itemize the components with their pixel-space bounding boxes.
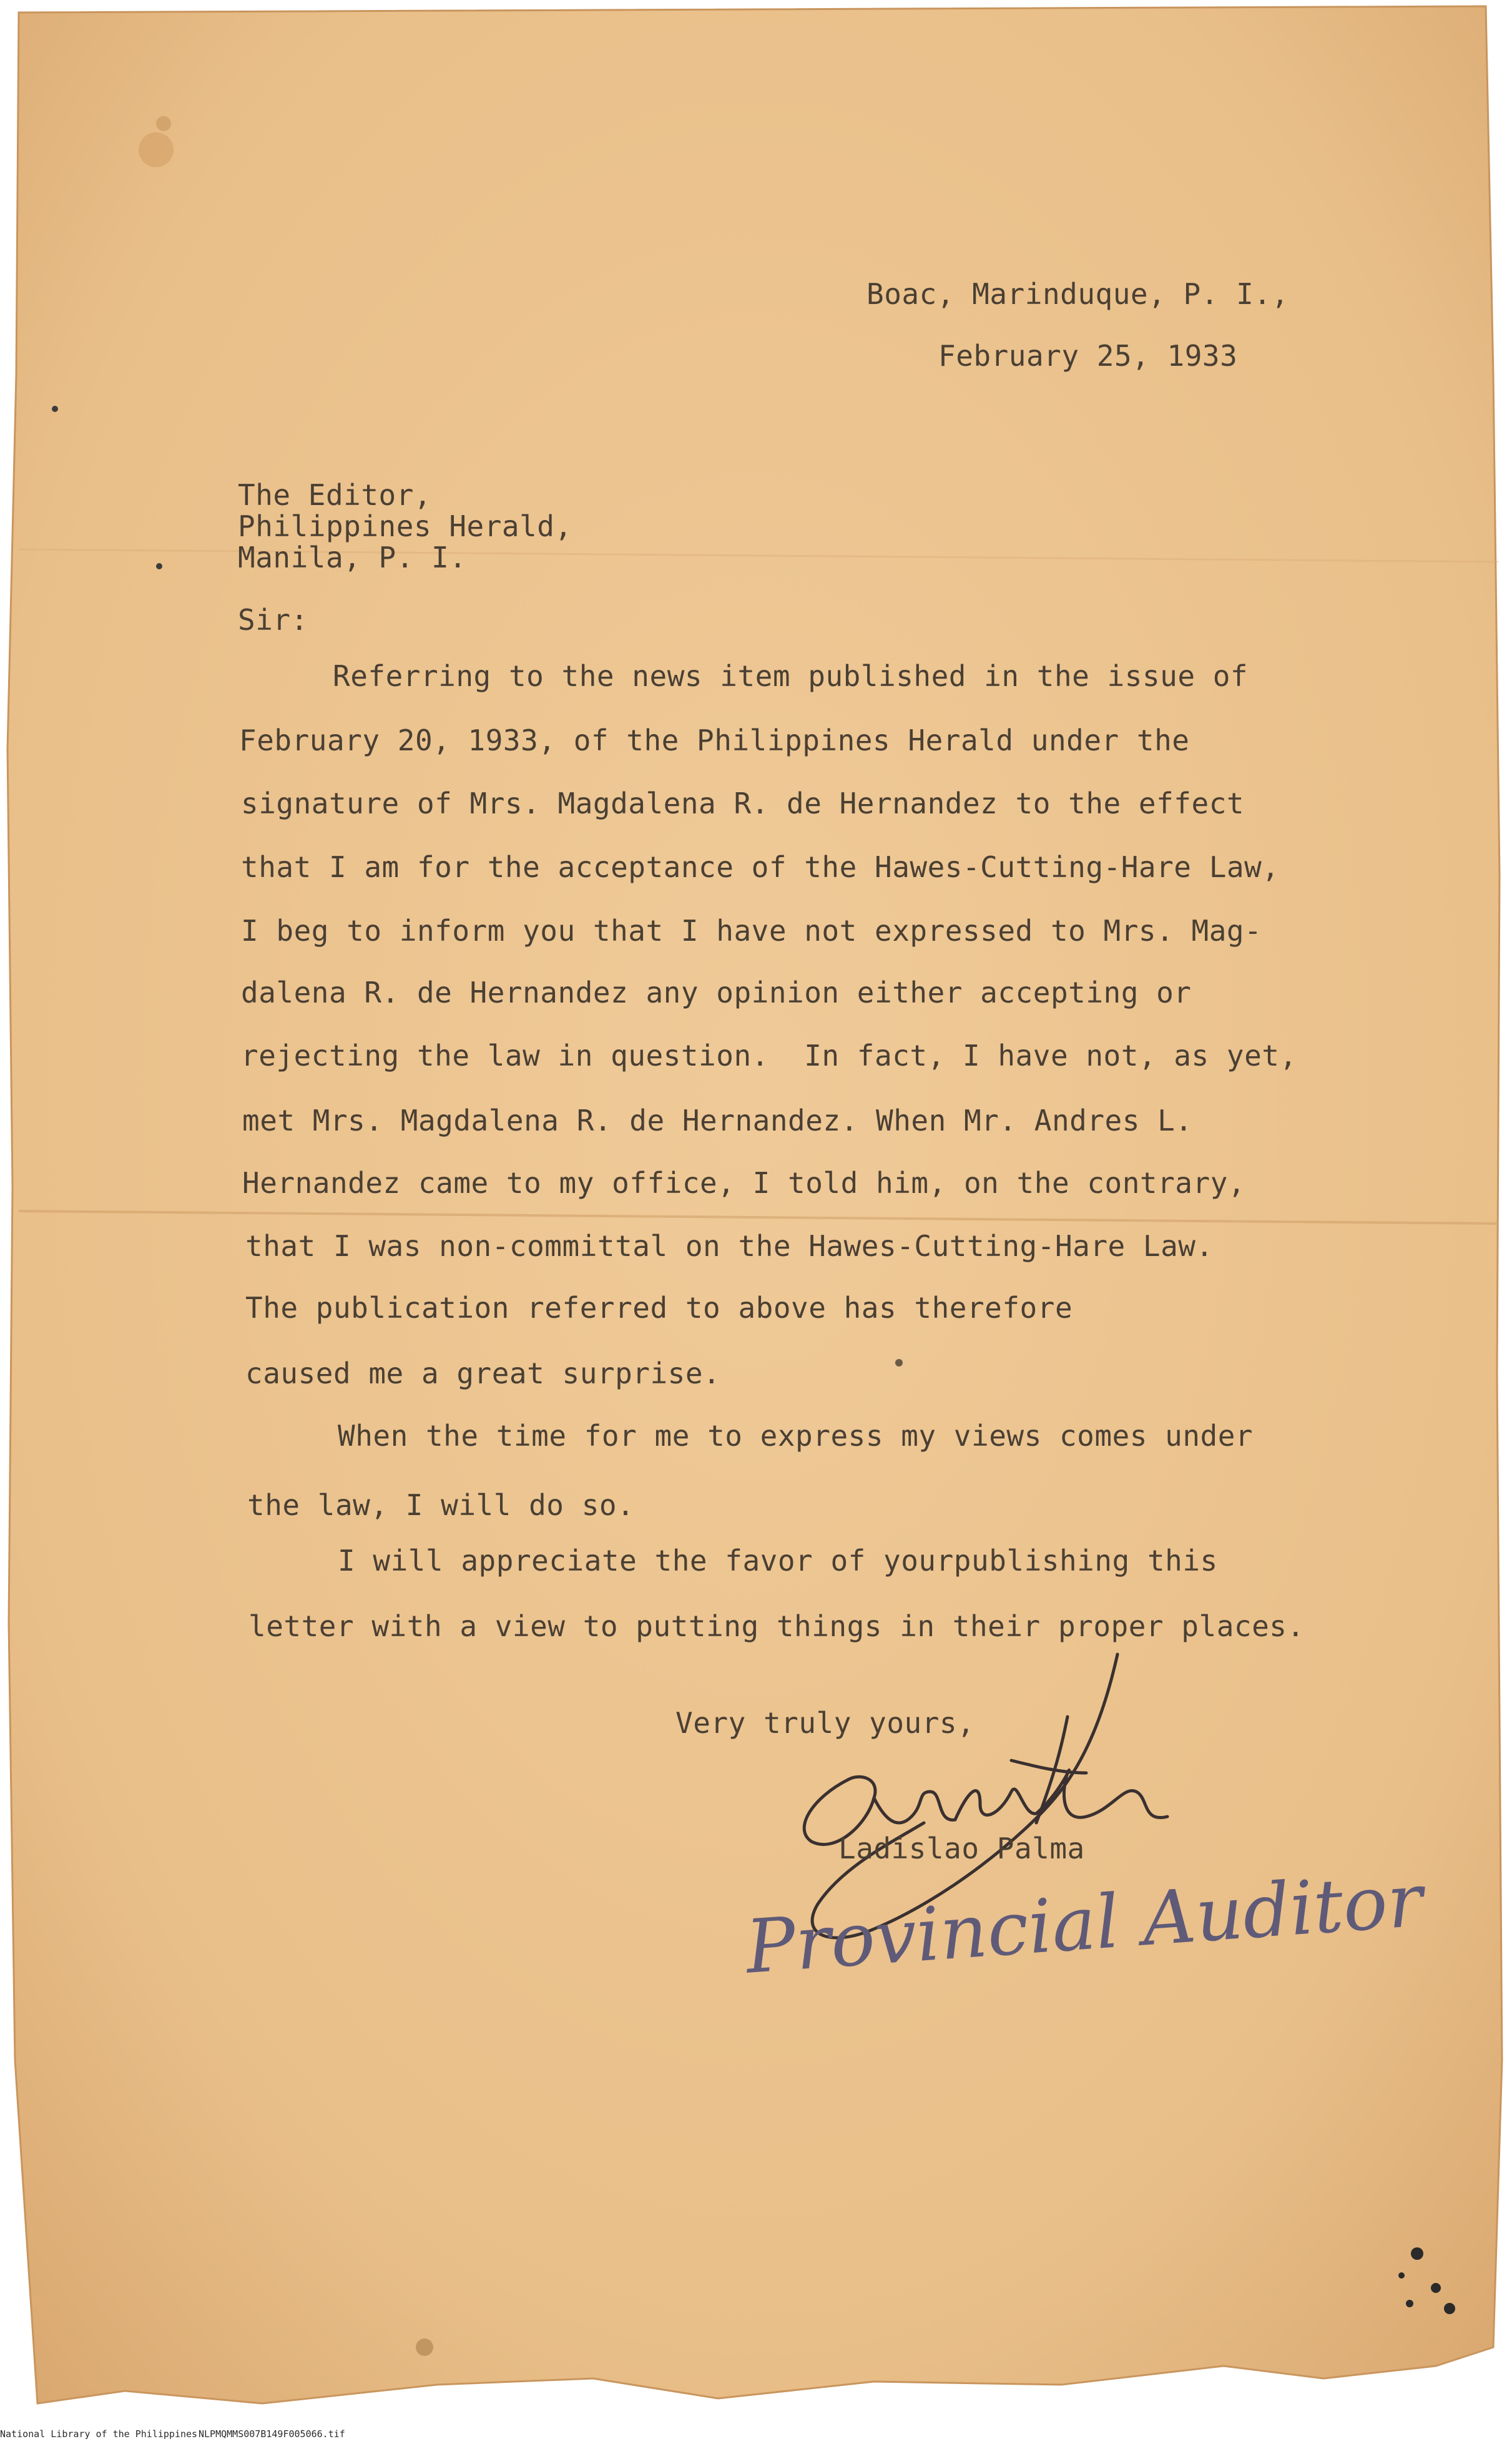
speck	[52, 406, 58, 412]
letter-date: February 25, 1933	[938, 339, 1238, 373]
speck	[156, 563, 162, 569]
speck	[1406, 2300, 1413, 2307]
body-line: dalena R. de Hernandez any opinion either accepting or	[241, 976, 1192, 1009]
stain	[139, 132, 174, 167]
speck	[1411, 2247, 1423, 2260]
body-line: The publication referred to above has therefore	[245, 1291, 1073, 1325]
speck	[1444, 2303, 1455, 2314]
speck	[895, 1359, 903, 1367]
speck	[1431, 2283, 1441, 2293]
body-line: Referring to the news item published in the issue of	[333, 659, 1249, 693]
body-line: letter with a view to putting things in their proper places.	[248, 1609, 1305, 1643]
body-line: signature of Mrs. Magdalena R. de Hernandez to the effect	[241, 787, 1245, 820]
body-line: When the time for me to express my views comes under	[338, 1419, 1254, 1453]
handwritten-title: Provincial Auditor	[743, 1857, 1426, 1990]
salutation: Sir:	[238, 603, 308, 637]
body-line: the law, I will do so.	[247, 1488, 635, 1522]
speck	[416, 2338, 433, 2356]
footer-file-id: NLPMQMMS007B149F005066.tif	[199, 2428, 345, 2440]
closing: Very truly yours,	[675, 1706, 975, 1740]
recipient-line: Philippines Herald,	[238, 509, 572, 543]
signatory-name: Ladislao Palma	[838, 1832, 1085, 1865]
body-line: February 20, 1933, of the Philippines Herald under the	[239, 724, 1190, 757]
body-line: that I am for the acceptance of the Hawes-Cutting-Hare Law,	[241, 850, 1280, 884]
body-line: I beg to inform you that I have not expressed to Mrs. Mag-	[241, 914, 1262, 948]
body-line: met Mrs. Magdalena R. de Hernandez. When Mr. Andres L.	[242, 1104, 1193, 1137]
letter-place: Boac, Marinduque, P. I.,	[866, 277, 1289, 311]
paper-body	[7, 6, 1502, 2403]
body-line: I will appreciate the favor of yourpublishing this	[338, 1544, 1218, 1578]
body-line: Hernandez came to my office, I told him, on the contrary,	[242, 1166, 1246, 1200]
speck	[1398, 2272, 1405, 2279]
footer-institution: National Library of the Philippines	[0, 2428, 198, 2440]
body-line: caused me a great surprise.	[245, 1357, 721, 1390]
body-line: that I was non-committal on the Hawes-Cutting-Hare Law.	[245, 1229, 1214, 1263]
recipient-line: The Editor,	[238, 478, 432, 512]
stain	[156, 116, 171, 131]
recipient-line: Manila, P. I.	[238, 541, 467, 574]
body-line: rejecting the law in question. In fact, I have not, as yet,	[241, 1039, 1297, 1072]
